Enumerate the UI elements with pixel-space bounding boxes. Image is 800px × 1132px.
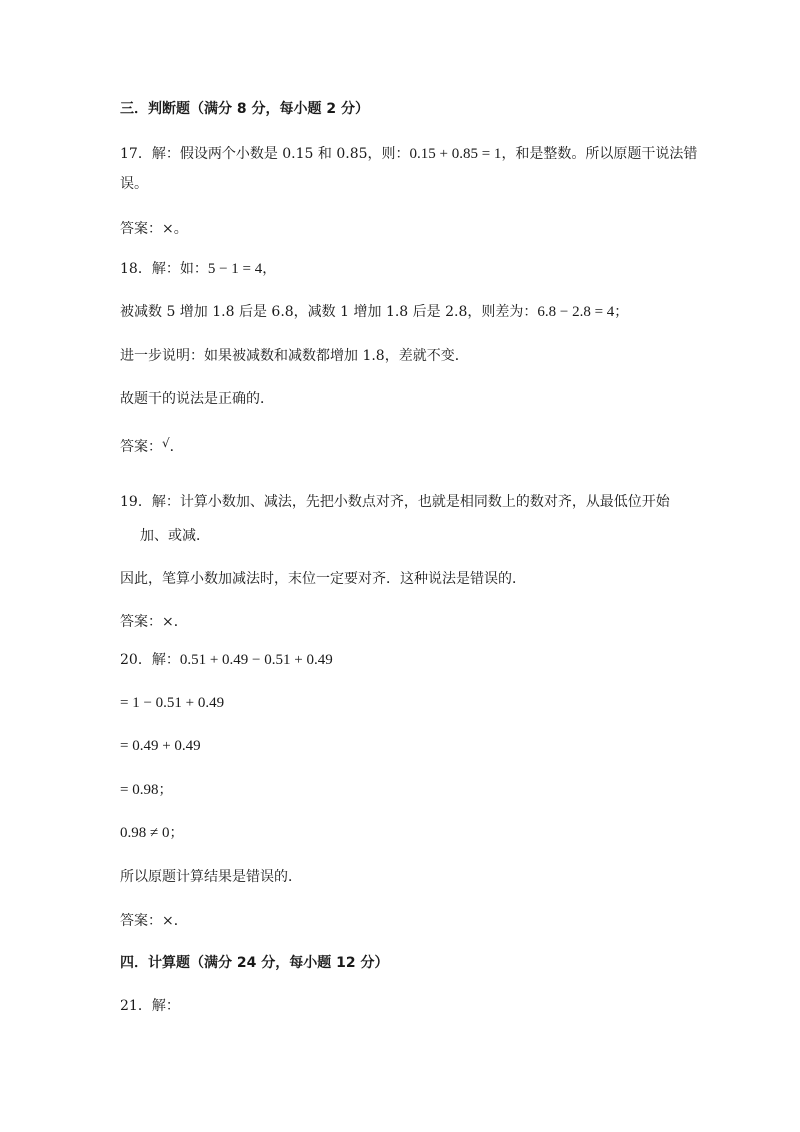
q17-line1-text: 17．解：假设两个小数是 0.15 和 0.85，则： [120, 146, 410, 162]
q18-line1-text: 18．解：如： [120, 261, 208, 277]
q20-step4 [120, 823, 183, 843]
q17-line2: 误。 [120, 176, 148, 192]
q18-answer [120, 433, 184, 457]
q18-line4: 故题干的说法是正确的． [120, 391, 274, 407]
q18-line1-text-post: ， [262, 261, 277, 277]
q20-step3-post: ； [158, 782, 173, 798]
section4-heading: 四．计算题（满分 24 分，每小题 12 分） [120, 955, 389, 971]
q18-equation-2: 6.8 − 2.8 = 4 [537, 304, 615, 320]
q21-line1: 21．解： [120, 998, 180, 1014]
q20-expression: 0.51 + 0.49 − 0.51 + 0.49 [179, 652, 333, 668]
q18-answer-label: 答案： [120, 439, 162, 455]
q20-line1-text: 20．解： [120, 652, 180, 668]
q17-equation: 0.15 + 0.85 = 1 [409, 146, 502, 162]
q20-step3 [120, 780, 172, 800]
q20-step3-math: = 0.98 [120, 782, 159, 798]
q18-line2-text: 被减数 5 增加 1.8 后是 6.8，减数 1 增加 1.8 后是 2.8，则差为： [120, 304, 538, 320]
q18-line2-text-post: ； [614, 304, 629, 320]
q20-step1: = 1 − 0.51 + 0.49 [120, 695, 225, 711]
q17-line1 [120, 144, 697, 164]
q19-answer: 答案：×． [120, 614, 188, 630]
q18-line1 [120, 259, 276, 279]
q18-equation: 5 − 1 = 4 [207, 261, 263, 277]
section3-heading: 三．判断题（满分 8 分，每小题 2 分） [120, 101, 369, 117]
q20-step4-math: 0.98 ≠ 0 [120, 825, 170, 841]
q20-step2: = 0.49 + 0.49 [120, 738, 201, 754]
q20-answer: 答案：×． [120, 913, 188, 929]
q18-line3: 进一步说明：如果被减数和减数都增加 1.8，差就不变． [120, 348, 469, 364]
q20-conclusion: 所以原题计算结果是错误的． [120, 869, 302, 885]
q19-line1: 19．解：计算小数加、减法，先把小数点对齐，也就是相同数上的数对齐，从最低位开始 [120, 494, 670, 510]
q17-answer: 答案：×。 [120, 221, 188, 237]
q18-line2 [120, 302, 628, 322]
q19-line3: 因此，笔算小数加减法时，末位一定要对齐．这种说法是错误的． [120, 571, 526, 587]
q18-answer-post: ． [169, 439, 184, 455]
q20-step4-post: ； [169, 825, 184, 841]
q17-line1-text-post: ，和是整数。所以原题干说法错 [501, 146, 698, 162]
q19-line2: 加、或减． [140, 528, 210, 544]
check-mark-icon: √ [162, 436, 170, 450]
q20-line1 [120, 650, 333, 670]
